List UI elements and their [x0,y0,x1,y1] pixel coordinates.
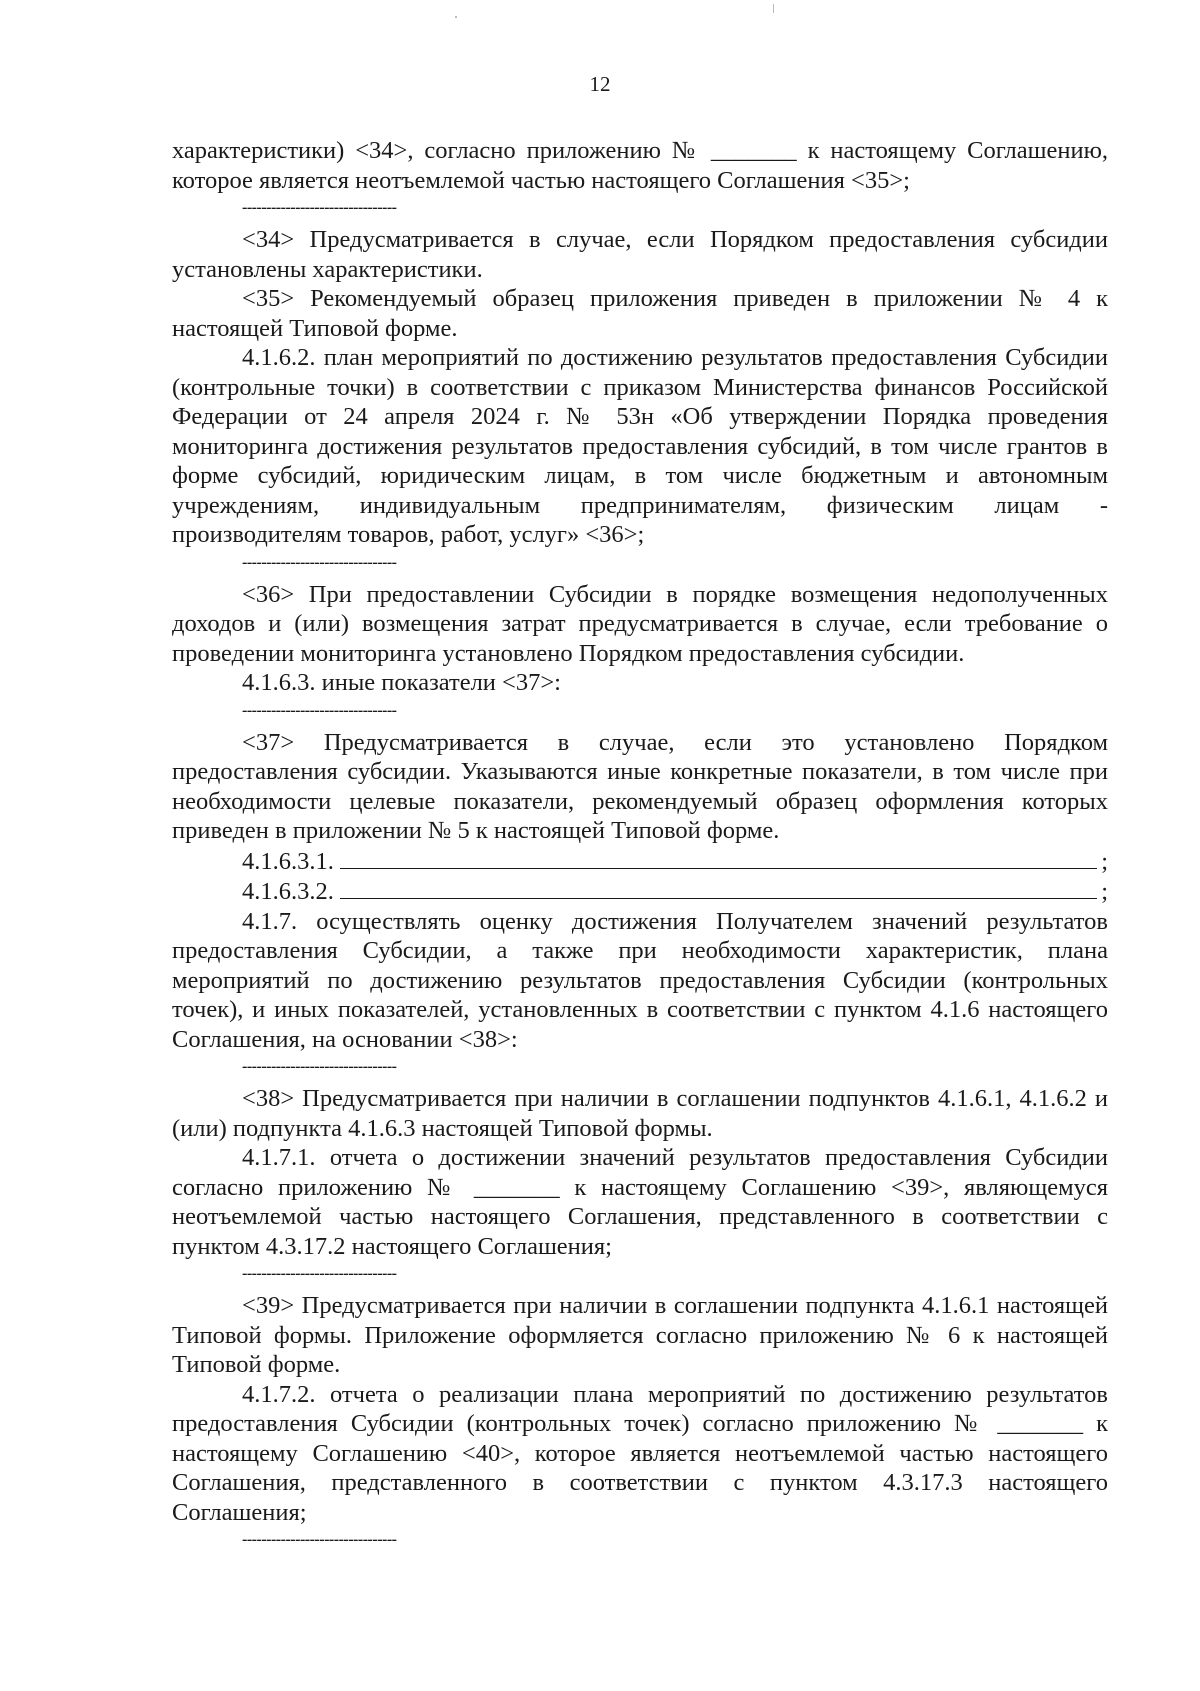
document-body [172,136,1108,1557]
fill-line-semicolon: ; [1101,878,1108,905]
page-number: 12 [589,72,611,96]
footnote-34: <34> Предусматривается в случае, если Порядком предоставления субсидии установлены характеристики. [172,226,1108,283]
paragraph-characteristics: характеристики) <34>, согласно приложению № _______ к настоящему Соглашению, которое является неотъемлемой частью настоящего Соглашения <35>; [172,137,1108,194]
fill-line-label: 4.1.6.3.2. [242,878,334,905]
footnote-35: <35> Рекомендуемый образец приложения приведен в приложении № 4 к настоящей Типовой форме. [172,285,1108,342]
footnote-37: <37> Предусматривается в случае, если это установлено Порядком предоставления субсидии. Указываются иные конкретные показатели, в том числе при необходимости целевые показатели, рекомендуемый образец оформления которых приведен в приложении № 5 к настоящей Типовой форме. [172,728,1108,844]
fill-line-label: 4.1.6.3.1. [242,847,334,875]
paragraph-4-1-7: 4.1.7. осуществлять оценку достижения Получателем значений результатов предоставления Субсидии, а также при необходимости характеристик, плана мероприятий по достижению результатов предоставления Субсидии (контрольных точек), и иных показателей, установленных в соответствии с пунктом 4.1.6 настоящего Соглашения, на основании <38>: [172,907,1108,1053]
blank-line [340,846,1097,869]
scan-speck [773,4,774,13]
footnote-38: <38> Предусматривается при наличии в соглашении подпунктов 4.1.6.1, 4.1.6.2 и (или) подпункта 4.1.6.3 настоящей Типовой формы. [172,1085,1108,1142]
paragraph-4-1-6-2: 4.1.6.2. план мероприятий по достижению результатов предоставления Субсидии (контрольные точки) в соответствии с приказом Министерства финансов Российской Федерации от 24 апреля 2024 г. № 53н «Об утверждении Порядка проведения мониторинга достижения результатов предоставления субсидий, в том числе грантов в форме субсидий, юридическим лицам, в том числе бюджетным и автономным учреждениям, индивидуальным предпринимателям, физическим лицам - производителям товаров, работ, услуг» <36>; [172,344,1108,548]
footnote-separator: -------------------------------- [242,199,397,216]
paragraph-4-1-7-1: 4.1.7.1. отчета о достижении значений результатов предоставления Субсидии согласно приложению № _______ к настоящему Соглашению <39>, являющемуся неотъемлемой частью настоящего Соглашения, представленного в соответствии с пунктом 4.3.17.2 настоящего Соглашения; [172,1144,1108,1260]
footnote-separator: -------------------------------- [242,1265,397,1282]
fill-line-4-1-6-3-1 [172,846,1108,877]
blank-line [340,876,1097,899]
scan-speck [455,16,457,18]
footnote-separator: -------------------------------- [242,553,397,571]
footnote-separator: -------------------------------- [242,1531,397,1548]
paragraph-4-1-7-2: 4.1.7.2. отчета о реализации плана мероприятий по достижению результатов предоставления Субсидии (контрольных точек) согласно приложению № _______ к настоящему Соглашению <40>, которое является неотъемлемой частью настоящего Соглашения, представленного в соответствии с пунктом 4.3.17.3 настоящего Соглашения; [172,1380,1108,1526]
fill-line-4-1-6-3-2 [172,876,1108,907]
footnote-separator: -------------------------------- [242,701,397,719]
footnote-39: <39> Предусматривается при наличии в соглашении подпункта 4.1.6.1 настоящей Типовой формы. Приложение оформляется согласно приложению № 6 к настоящей Типовой форме. [172,1292,1108,1378]
paragraph-4-1-6-3: 4.1.6.3. иные показатели <37>: [242,669,561,696]
footnote-36: <36> При предоставлении Субсидии в порядке возмещения недополученных доходов и (или) возмещения затрат предусматривается в случае, если требование о проведении мониторинга установлено Порядком предоставления субсидии. [172,580,1108,667]
footnote-separator: -------------------------------- [242,1058,397,1075]
fill-line-semicolon: ; [1101,847,1108,875]
